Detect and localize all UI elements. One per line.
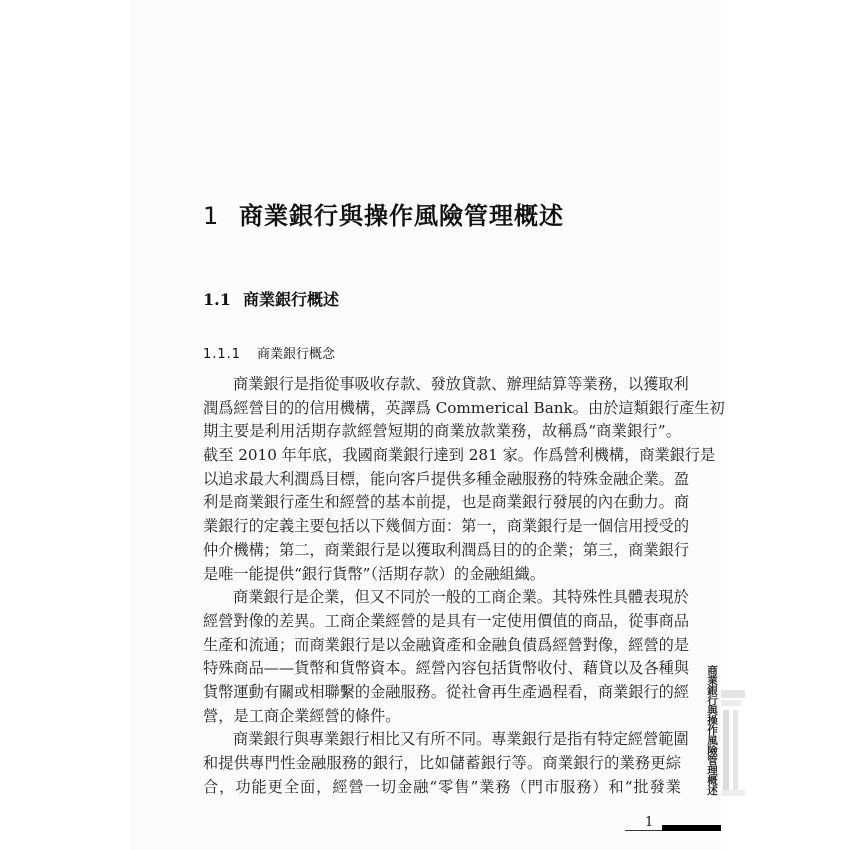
page-number: 1 <box>645 815 654 830</box>
text-line: 仲介機構；第二，商業銀行是以獲取利潤爲目的的企業；第三，商業銀行 <box>203 540 689 559</box>
footer-rule-thick <box>662 825 721 831</box>
text-line: 商業銀行是指從事吸收存款、發放貸款、辦理結算等業務，以獲取利 <box>233 375 689 393</box>
text-line: 特殊商品——貨幣和貨幣資本。經營內容包括貨幣收付、藉貸以及各種與 <box>203 659 689 678</box>
text-line: 和提供專門性金融服務的銀行，比如儲蓄銀行等。商業銀行的業務更綜 <box>203 754 681 772</box>
text-line: 業銀行的定義主要包括以下幾個方面：第一，商業銀行是一個信用授受的 <box>203 517 689 536</box>
text-line: 商業銀行是企業，但又不同於一般的工商企業。其特殊性具體表現於 <box>233 588 689 607</box>
section-title: 商業銀行概述 <box>243 290 340 309</box>
chapter-number: 1 <box>203 202 220 230</box>
footer-rule-thin <box>625 830 663 831</box>
text-line: 是唯一能提供“銀行貨幣”（活期存款）的金融組織。 <box>203 564 546 583</box>
text-line: 商業銀行與專業銀行相比又有所不同。專業銀行是指有特定經營範圍 <box>233 730 689 749</box>
text-line: 營，是工商企業經營的條件。 <box>203 706 401 725</box>
subsection-number: 1.1.1 <box>203 347 242 362</box>
side-chapter-tab: 商業銀行與操作風險管理概述 <box>706 665 718 795</box>
building-illustration-icon <box>721 680 745 800</box>
text-line: 潤爲經營目的的信用機構，英譯爲 Commerical Bank。由於這類銀行產生初 <box>203 398 725 417</box>
chapter-title <box>203 196 564 228</box>
text-line: 利是商業銀行產生和經營的基本前提，也是商業銀行發展的內在動力。商 <box>203 493 689 512</box>
section-heading <box>203 287 339 310</box>
chapter-title-text: 商業銀行與操作風險管理概述 <box>239 202 564 230</box>
text-line: 期主要是利用活期存款經營短期的商業放款業務，故稱爲“商業銀行”。 <box>203 422 681 441</box>
text-line: 經營對像的差異。工商企業經營的是具有一定使用價值的商品，從事商品 <box>203 611 689 630</box>
subsection-title: 商業銀行概念 <box>257 347 336 362</box>
section-number: 1.1 <box>203 290 231 309</box>
subsection-heading <box>203 343 335 362</box>
text-line: 貨幣運動有關或相聯繫的金融服務。從社會再生產過程看，商業銀行的經 <box>203 682 689 701</box>
text-line: 以追求最大利潤爲目標，能向客戶提供多種金融服務的特殊金融企業。盈 <box>203 469 689 488</box>
text-line: 截至 2010 年年底，我國商業銀行達到 281 家。作爲營利機構，商業銀行是 <box>203 446 716 465</box>
text-line: 合，功能更全面，經營一切金融“零售”業務（門市服務）和“批發業 <box>203 777 681 796</box>
text-line: 生產和流通；而商業銀行是以金融資產和金融負債爲經營對像，經營的是 <box>203 635 689 654</box>
